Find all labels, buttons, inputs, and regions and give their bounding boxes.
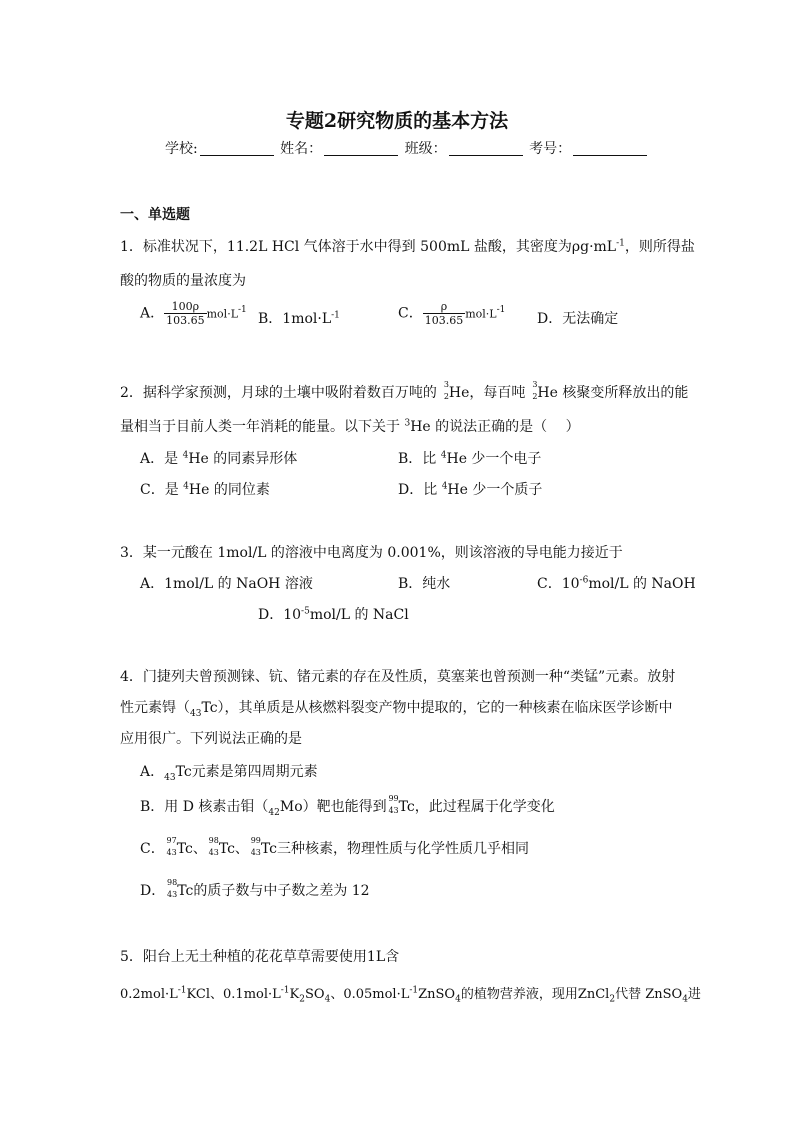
q4-line2 [120, 697, 673, 719]
q1-text: 1．标准状况下，11.2L HCl 气体溶于水中得到 500mL 盐酸，其密度为 [120, 239, 572, 255]
q2-option-a[interactable] [140, 448, 297, 468]
q3-option-d[interactable] [258, 604, 409, 624]
q1-line2: 酸的物质的量浓度为 [120, 273, 246, 289]
element-symbol: Tc [177, 883, 194, 899]
denominator: 103.65 [166, 314, 205, 327]
option-text: B．用 D 核素击钼（ [140, 799, 269, 815]
option-label: A． [140, 305, 165, 322]
exp: -1 [177, 985, 187, 996]
class-label: 班级： [404, 141, 447, 157]
q5-text-e: 代替 ZnSO [615, 987, 683, 1002]
mass-number: 98 [208, 836, 219, 845]
mass-number: 4 [183, 481, 189, 492]
q1-density-unit: ρg·mL [571, 239, 617, 255]
name-blank[interactable] [324, 141, 398, 156]
q2-line1 [120, 382, 688, 402]
option-text: 的质子数与中子数之差为 12 [193, 883, 370, 899]
q2-option-b[interactable] [398, 448, 541, 468]
atomic-number: 43 [190, 708, 202, 719]
q4-option-a[interactable] [140, 761, 318, 783]
option-label: C． [398, 305, 423, 322]
formula-k: K [289, 987, 300, 1002]
q4-text-b: ），其单质是从核燃料裂变产物中提取的，它的一种核素在临床医学诊断中 [217, 700, 673, 716]
he3-isotope [525, 380, 538, 401]
option-text: 元素是第四周期元素 [191, 764, 318, 780]
q5-text-f: 进 [687, 987, 701, 1002]
atomic-number: 43 [167, 890, 178, 899]
option-text-b: He 少一个电子 [446, 451, 542, 467]
option-text-b: ）靶也能得到 [302, 799, 387, 815]
subscript: 2 [299, 994, 305, 1005]
tc99-isotope [387, 794, 399, 815]
exp: -1 [331, 310, 340, 321]
option-text: D．比 [398, 482, 438, 498]
q4-option-c[interactable] [140, 838, 529, 858]
option-text: B．比 [398, 451, 437, 467]
element-symbol: Tc [218, 841, 235, 857]
option-text: D．10 [258, 607, 302, 623]
atomic-number: 43 [166, 848, 177, 857]
q5-text-c: 、0.05mol·L [330, 987, 410, 1002]
q2-option-d[interactable] [398, 479, 542, 499]
option-text-b: mol/L 的 NaOH [588, 576, 696, 592]
class-blank[interactable] [449, 141, 523, 156]
q5-line2 [120, 983, 701, 1005]
q2-text-c: He 核聚变所释放出的能 [537, 385, 689, 401]
q3-option-b[interactable]: B．纯水 [398, 576, 451, 592]
option-text: C．10 [537, 576, 580, 592]
option-text-b: He 的同位素 [188, 482, 270, 498]
q1-option-d[interactable]: D．无法确定 [537, 311, 619, 327]
fraction [164, 300, 207, 327]
element-symbol: Tc [201, 700, 218, 716]
mass-number: 98 [167, 878, 178, 887]
tc98-isotope [207, 836, 219, 857]
school-label: 学校: [165, 141, 198, 157]
numerator: ρ [423, 300, 466, 314]
q3-option-a[interactable]: A．1mol/L 的 NaOH 溶液 [140, 576, 313, 592]
separator: 、 [234, 841, 249, 857]
option-text-b: He 的同素异形体 [188, 451, 298, 467]
mass-number: 97 [166, 836, 177, 845]
unit: mol·L [206, 307, 238, 321]
atomic-number: 43 [388, 806, 399, 815]
q1-option-b[interactable] [258, 308, 340, 328]
school-blank[interactable] [200, 141, 274, 156]
q4-text: 性元素锝（ [120, 700, 190, 716]
q3-line1: 3．某一元酸在 1mol/L 的溶液中电离度为 0.001%，则该溶液的导电能力接近于 [120, 545, 623, 561]
atomic-number: 43 [250, 848, 261, 857]
exp: -1 [409, 985, 419, 996]
q1-exp: -1 [616, 238, 625, 249]
mass-number: 3 [443, 380, 449, 389]
he3-isotope [437, 380, 449, 401]
q2-text: 量相当于目前人类一年消耗的能量。以下关于 [120, 419, 400, 435]
tc99-isotope [249, 836, 261, 857]
element-symbol: Tc [398, 799, 415, 815]
element-symbol: He [448, 385, 470, 401]
q5-text-d: 的植物营养液，现用ZnCl [460, 987, 610, 1002]
element-symbol: Mo [279, 799, 303, 815]
option-label: D． [140, 883, 166, 899]
number-label: 考号： [529, 141, 572, 157]
subscript: 4 [455, 994, 461, 1005]
q5-line1: 5．阳台上无土种植的花花草草需要使用1L含 [120, 949, 400, 965]
tc97-isotope [165, 836, 177, 857]
option-text: A．是 [140, 451, 179, 467]
number-blank[interactable] [573, 141, 647, 156]
option-text: B．1mol·L [258, 311, 332, 327]
option-text-b: mol/L 的 NaCl [309, 607, 409, 623]
atomic-number: 42 [268, 807, 280, 818]
option-text-b: He 少一个质子 [447, 482, 543, 498]
formula-znso: ZnSO [418, 987, 456, 1002]
q2-line2 [120, 416, 580, 436]
q5-text-b: KCl、0.1mol·L [186, 987, 281, 1002]
subscript: 4 [324, 994, 331, 1005]
element-symbol: Tc [175, 764, 192, 780]
separator: 、 [192, 841, 207, 857]
subscript: 4 [682, 994, 688, 1005]
mass-number: 3 [404, 418, 411, 429]
subscript: 2 [609, 994, 616, 1005]
q4-option-b[interactable] [140, 796, 555, 818]
atomic-number: 2 [443, 392, 449, 401]
mass-number: 99 [250, 836, 261, 845]
q4-option-d[interactable] [140, 880, 370, 900]
tc98-isotope [165, 878, 178, 899]
q2-text-b: ，每百吨 [469, 385, 526, 401]
q2-option-c[interactable] [140, 479, 270, 499]
mass-number: 4 [440, 450, 447, 461]
q2-text-b: He 的说法正确的是（ ） [410, 419, 580, 435]
section-heading: 一、单选题 [120, 207, 190, 223]
q4-line3: 应用很广。下列说法正确的是 [120, 731, 302, 747]
element-symbol: Tc [260, 841, 277, 857]
denominator: 103.65 [424, 314, 464, 327]
exp: -1 [280, 985, 290, 996]
atomic-number: 43 [164, 772, 176, 783]
q1-option-a[interactable] [140, 300, 247, 327]
atomic-number: 43 [208, 848, 219, 857]
q1-text-b: ，则所得盐 [624, 239, 695, 255]
q2-text: 2．据科学家预测，月球的土壤中吸附着数百万吨的 [120, 385, 437, 401]
option-text: C．是 [140, 482, 179, 498]
unit: mol·L [465, 307, 497, 321]
mass-number: 3 [532, 380, 538, 389]
option-label: A． [140, 764, 165, 780]
q1-option-c[interactable] [398, 300, 505, 327]
option-label: C． [140, 841, 165, 857]
q4-line1: 4．门捷列夫曾预测铼、钪、锗元素的存在及性质，莫塞莱也曾预测一种“类锰”元素。放射 [120, 669, 676, 685]
option-text: 三种核素，物理性质与化学性质几乎相同 [277, 841, 529, 857]
exp: -1 [238, 304, 247, 315]
q1-line1 [120, 236, 695, 256]
q3-option-c[interactable] [537, 573, 696, 593]
formula-so: SO [305, 987, 325, 1002]
option-text-c: ，此过程属于化学变化 [414, 799, 555, 815]
exp: -6 [579, 575, 589, 586]
page-title: 专题2研究物质的基本方法 [285, 110, 509, 132]
fraction [423, 300, 466, 327]
mass-number: 4 [182, 450, 189, 461]
mass-number: 99 [388, 794, 399, 803]
atomic-number: 2 [532, 392, 538, 401]
numerator: 100ρ [164, 300, 207, 314]
student-info-line [165, 138, 649, 158]
name-label: 姓名： [280, 141, 323, 157]
exp: -1 [496, 304, 506, 315]
exp: -5 [301, 606, 310, 617]
mass-number: 4 [441, 481, 448, 492]
element-symbol: Tc [176, 841, 193, 857]
q5-text: 0.2mol·L [120, 987, 178, 1002]
